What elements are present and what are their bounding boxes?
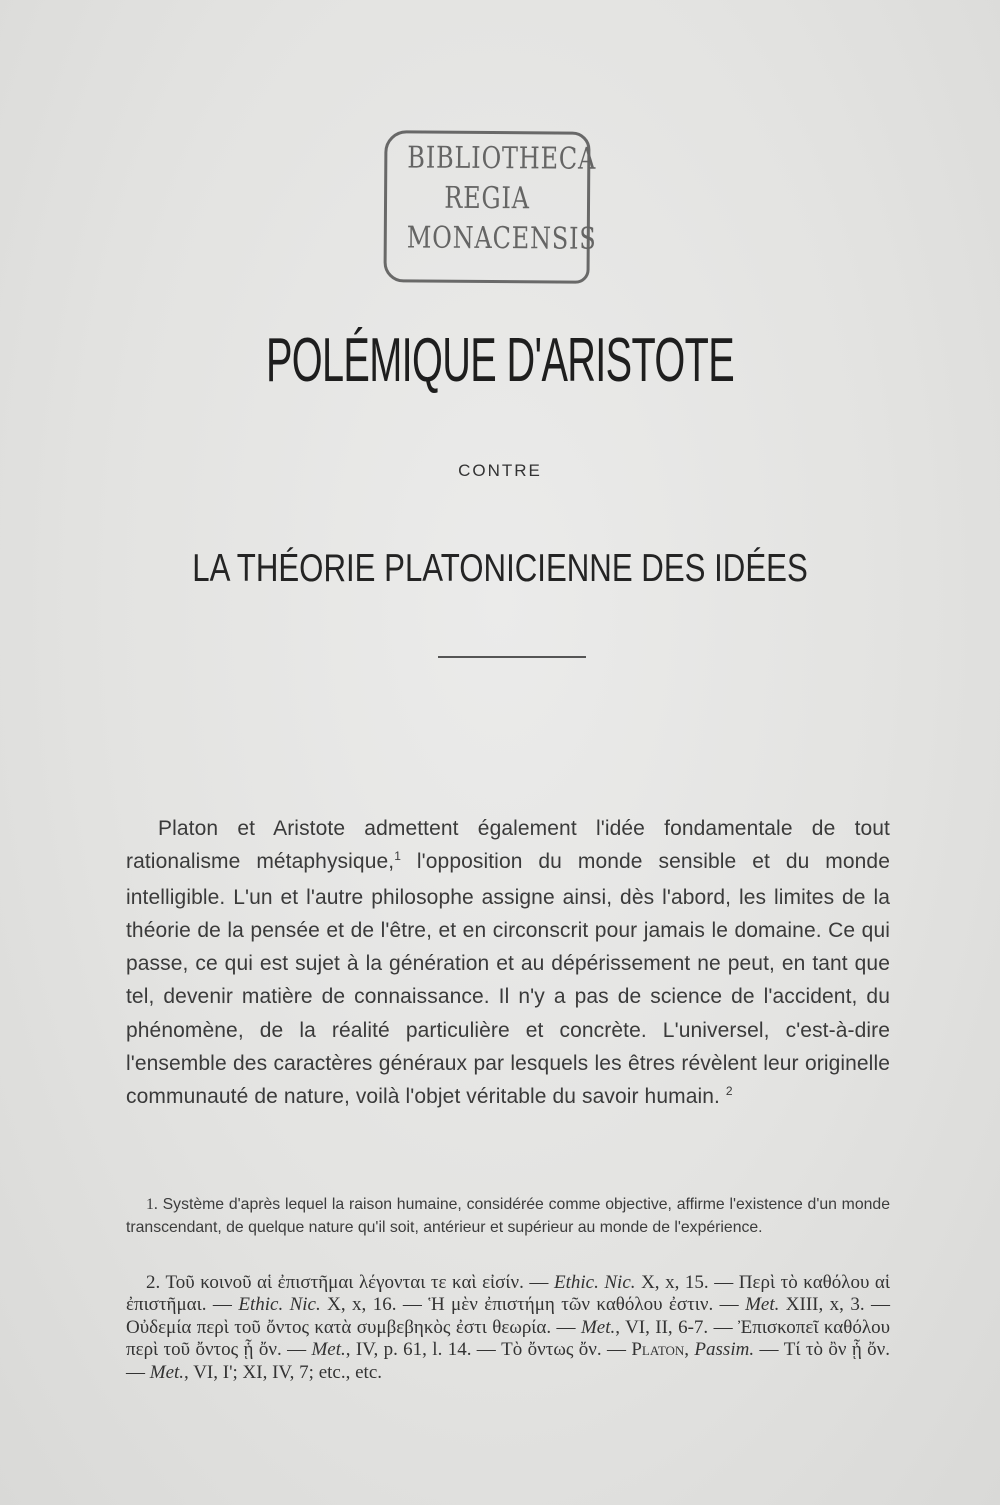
main-paragraph <box>126 812 890 1116</box>
stamp-line-3: MONACENSIS <box>406 220 597 257</box>
paragraph-text-1: Platon et Aristote admettent également l'idée fondamentale de tout rationalisme métaphysique, <box>126 817 890 874</box>
stamp-line-1: BIBLIOTHECA <box>407 140 597 177</box>
citation-met-1: Met. <box>745 1294 780 1316</box>
footnote-2-text-e: , VI, II, 6-7. — Ἐπισκοπεῖ καθόλου περὶ τοῦ ὄντος ᾗ ὄν. — <box>126 1316 890 1361</box>
title-connector: CONTRE <box>458 461 542 480</box>
citation-met-3: Met. <box>311 1339 346 1361</box>
stamp-line-2: REGIA <box>444 180 530 217</box>
footnote-ref-1: 1 <box>394 849 401 864</box>
footnote-2 <box>126 1272 890 1384</box>
footnote-2-text-d: XIII, x, 3. — Οὐδεμία περὶ τοῦ ὄντος κατὰ συμβεβηκὸς ἐστι θεωρία. — <box>126 1294 891 1338</box>
footnote-2-number: 2. <box>146 1272 161 1293</box>
footnote-2-text-f: , IV, p. 61, l. 14. — Τὸ ὄντως ὄν. — <box>345 1339 632 1361</box>
paragraph-text-2: l'opposition du monde sensible et du monde intelligible. L'un et l'autre philosophe assigne ainsi, dès l'abord, les limites de la théorie de la pensée et de l'être, et en circonscrit pour jamais le domaine. Ce qui passe, ce qui est sujet à la génération et au dépérissement ne peut, en tant que tel, devenir matière de connaissance. Il n'y a pas de science de l'accident, du phénomène, de la réalité particulière et concrète. L'universel, c'est-à-dire l'ensemble des caractères généraux par lesquels les êtres révèlent leur originelle communauté de nature, voilà l'objet véritable du savoir humain. <box>126 850 890 1108</box>
library-stamp <box>383 130 597 283</box>
citation-ethic-2: Ethic. Nic. <box>238 1294 321 1316</box>
citation-met-2: Met. <box>580 1316 616 1338</box>
footnote-1 <box>126 1194 890 1239</box>
citation-passim: Passim. <box>694 1339 755 1361</box>
footnote-2-text-g: , <box>684 1339 695 1361</box>
page-subtitle: LA THÉORIE PLATONICIENNE DES IDÉES <box>192 547 808 590</box>
footnote-2-text-c: X, x, 16. — Ἡ μὲν ἐπιστήμη τῶν καθόλου ἐστιν. — <box>320 1294 746 1316</box>
page-title: POLÉMIQUE D'ARISTOTE <box>265 326 735 395</box>
title-divider <box>438 656 586 658</box>
footnote-2-text-i: , VI, I'; XI, IV, 7; etc., etc. <box>184 1361 382 1383</box>
footnote-ref-2: 2 <box>725 1083 733 1098</box>
footnote-2-text-b: X, x, 15. — Περὶ τὸ καθόλου αἱ ἐπιστῆμαι. — <box>126 1272 891 1316</box>
citation-platon: Platon <box>631 1339 685 1361</box>
citation-ethic-1: Ethic. Nic. <box>553 1272 636 1293</box>
footnote-2-text-h: — Τί τὸ ὂν ᾗ ὄν. — <box>126 1339 890 1383</box>
footnote-1-number: 1. <box>146 1196 158 1213</box>
footnote-2-text-a: Τοῦ κοινοῦ αἱ ἐπιστῆμαι λέγονται τε καὶ εἰσίν. — <box>160 1272 554 1293</box>
footnote-1-text: Système d'après lequel la raison humaine, considérée comme objective, affirme l'existence d'un monde transcendant, de quelque nature qu'il soit, antérieur et supérieur au monde de l'expérience. <box>126 1196 890 1236</box>
citation-met-4: Met. <box>149 1361 185 1383</box>
